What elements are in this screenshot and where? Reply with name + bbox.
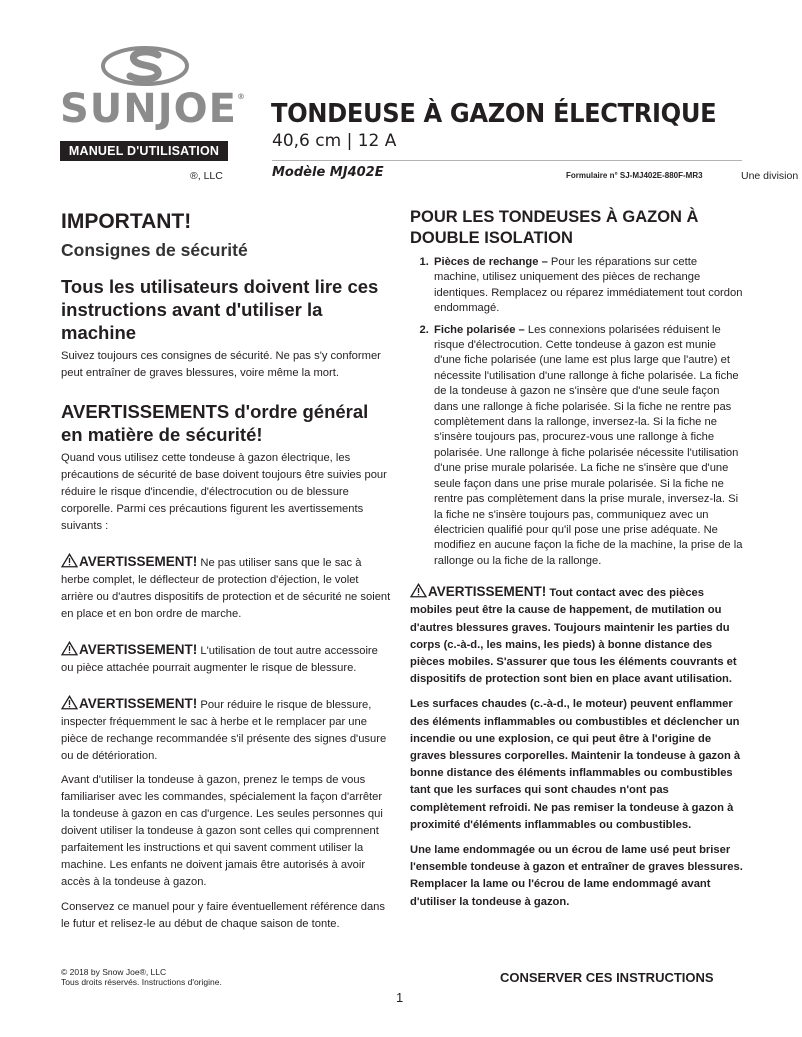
warning-1: AVERTISSEMENT! Ne pas utiliser sans que le sac à herbe complet, le déflecteur de protection d'éjection, le volet arrière ou d'autres dispositifs de protection et de sécurité ne soient en place et en bon ordre de marche. xyxy=(61,554,391,620)
quand-paragraph: Quand vous utilisez cette tondeuse à gazon électrique, les précautions de sécurité de base doivent toujours être suivies pour réduire le risque d'incendie, d'électrocution ou de blessure corporelle. Parmi ces précautions figurent les avertissements suivants : xyxy=(61,452,387,532)
damaged-blade-paragraph: Une lame endommagée ou un écrou de lame usé peut briser l'ensemble tondeuse à gazon et entraîner de graves blessures. Remplacer la lame ou l'écrou de lame endommagé avant d'utiliser la tondeuse à gazon. xyxy=(410,843,743,908)
logo-wordmark: SUNJOE® xyxy=(60,86,246,132)
copyright: © 2018 by Snow Joe®, LLC Tous droits réservés. Instructions d'origine. xyxy=(61,967,222,987)
warning-triangle-icon xyxy=(61,553,78,568)
warning-triangle-icon xyxy=(61,641,78,656)
header-divider xyxy=(272,160,742,161)
manual-badge: MANUEL D'UTILISATION xyxy=(60,141,228,161)
warning-2: AVERTISSEMENT! L'utilisation de tout autre accessoire ou pièce attachée pourrait augmenter le risque de blessure. xyxy=(61,642,378,674)
division-text: Une division xyxy=(741,170,799,182)
double-insulation-list xyxy=(410,255,745,569)
warning-triangle-icon xyxy=(61,695,78,710)
warning-triangle-icon xyxy=(410,583,427,598)
page-number: 1 xyxy=(396,990,404,1005)
right-column xyxy=(410,207,745,911)
model-number: Modèle MJ402E xyxy=(272,165,384,180)
suivez-paragraph: Suivez toujours ces consignes de sécurité. Ne pas s'y conformer peut entraîner de graves blessures, voire même la mort. xyxy=(61,350,381,379)
list-item: 1. Pièces de rechange – Pour les réparations sur cette machine, utilisez uniquement des pièces de rechange identiques. Remplacez ou réparez immédiatement tout cordon endommagé. xyxy=(432,255,745,317)
users-must-read-heading: Tous les utilisateurs doivent lire ces instructions avant d'utiliser la machine xyxy=(61,276,379,343)
llc-text: ®, LLC xyxy=(190,170,223,182)
conservez-paragraph: Conservez ce manuel pour y faire éventuellement référence dans le futur et relisez-le au début de chaque saison de tonte. xyxy=(61,901,385,930)
avant-paragraph: Avant d'utiliser la tondeuse à gazon, prenez le temps de vous familiariser avec les commandes, spécialement la façon d'arrêter la tondeuse à gazon en cas d'urgence. Les seules personnes qui doivent utiliser la tondeuse à gazon sont celles qui comprennent parfaitement les instructions et qui savent comment utiliser la machine. Les enfants ne doivent jamais être autorisés à avoir accès à la tondeuse à gazon. xyxy=(61,774,383,888)
warning-3: AVERTISSEMENT! Pour réduire le risque de blessure, inspecter fréquemment le sac à herbe et le remplacer par une pièce de rechange recommandée s'il présente des signes d'usure ou de détérioration. xyxy=(61,696,387,762)
consignes-heading: Consignes de sécurité xyxy=(61,240,248,260)
list-item: 2. Fiche polarisée – Les connexions polarisées réduisent le risque d'électrocution. Cette tondeuse à gazon est munie d'une fiche polarisée (une lame est plus large que l'autre) et nécessite l'utilisation d'une rallonge à fiche polarisée. La fiche de la tondeuse à gazon ne s'insère que d'une seule façon dans une rallonge à fiche polarisée. Si la fiche ne rentre pas complètement dans la rallonge, inversez-la. Si la fiche ne s'insère toujours pas, procurez-vous une rallonge à fiche polarisée. Une rallonge à fiche polarisée nécessite l'utilisation d'une prise murale polarisée. La fiche ne s'insère que d'une seule façon dans une prise murale polarisée. Si la fiche ne rentre pas complètement dans la prise murale, inversez-la. Si la fiche ne s'insère toujours pas, communiquez avec un électricien qualifié pour qu'il pose une prise adéquate. Ne modifiez en aucune façon la fiche de la machine, la prise de la rallonge ou la fiche de la rallonge. xyxy=(432,323,745,570)
general-warnings-heading: AVERTISSEMENTS d'ordre général en matière de sécurité! xyxy=(61,401,369,445)
form-number: Formulaire n° SJ-MJ402E-880F-MR3 xyxy=(566,171,703,180)
hot-surfaces-paragraph: Les surfaces chaudes (c.-à-d., le moteur) peuvent enflammer des éléments inflammables ou combustibles et déclencher un incendie ou une explosion, ce qui peut être à l'origine de graves blessures corporelles. Maintenir la tondeuse à gazon à bonne distance des éléments inflammables ou combustibles tant que les surfaces qui sont chaudes n'ont pas complètement refroidi. Ne pas remiser la tondeuse à gazon à proximité d'éléments inflammables ou combustibles. xyxy=(410,698,741,831)
important-heading: IMPORTANT! xyxy=(61,210,192,233)
page-title: TONDEUSE À GAZON ÉLECTRIQUE xyxy=(271,99,717,129)
sunjoe-swirl-icon xyxy=(100,46,190,86)
left-column xyxy=(61,209,391,933)
page-subtitle: 40,6 cm | 12 A xyxy=(272,131,397,151)
keep-instructions-footer: CONSERVER CES INSTRUCTIONS xyxy=(500,970,714,985)
warning-moving-parts: AVERTISSEMENT! Tout contact avec des pièces mobiles peut être la cause de happement, de mutilation ou d'autres blessures graves. Toujours maintenir les parties du corps (c.-à-d., les mains, les pieds) à bonne distance des pièces mobiles. S'assurer que tous les éléments couvrants et dispositifs de protection sont bien en place avant utilisation. xyxy=(410,584,737,686)
double-insulation-heading: POUR LES TONDEUSES À GAZON À DOUBLE ISOLATION xyxy=(410,208,699,247)
